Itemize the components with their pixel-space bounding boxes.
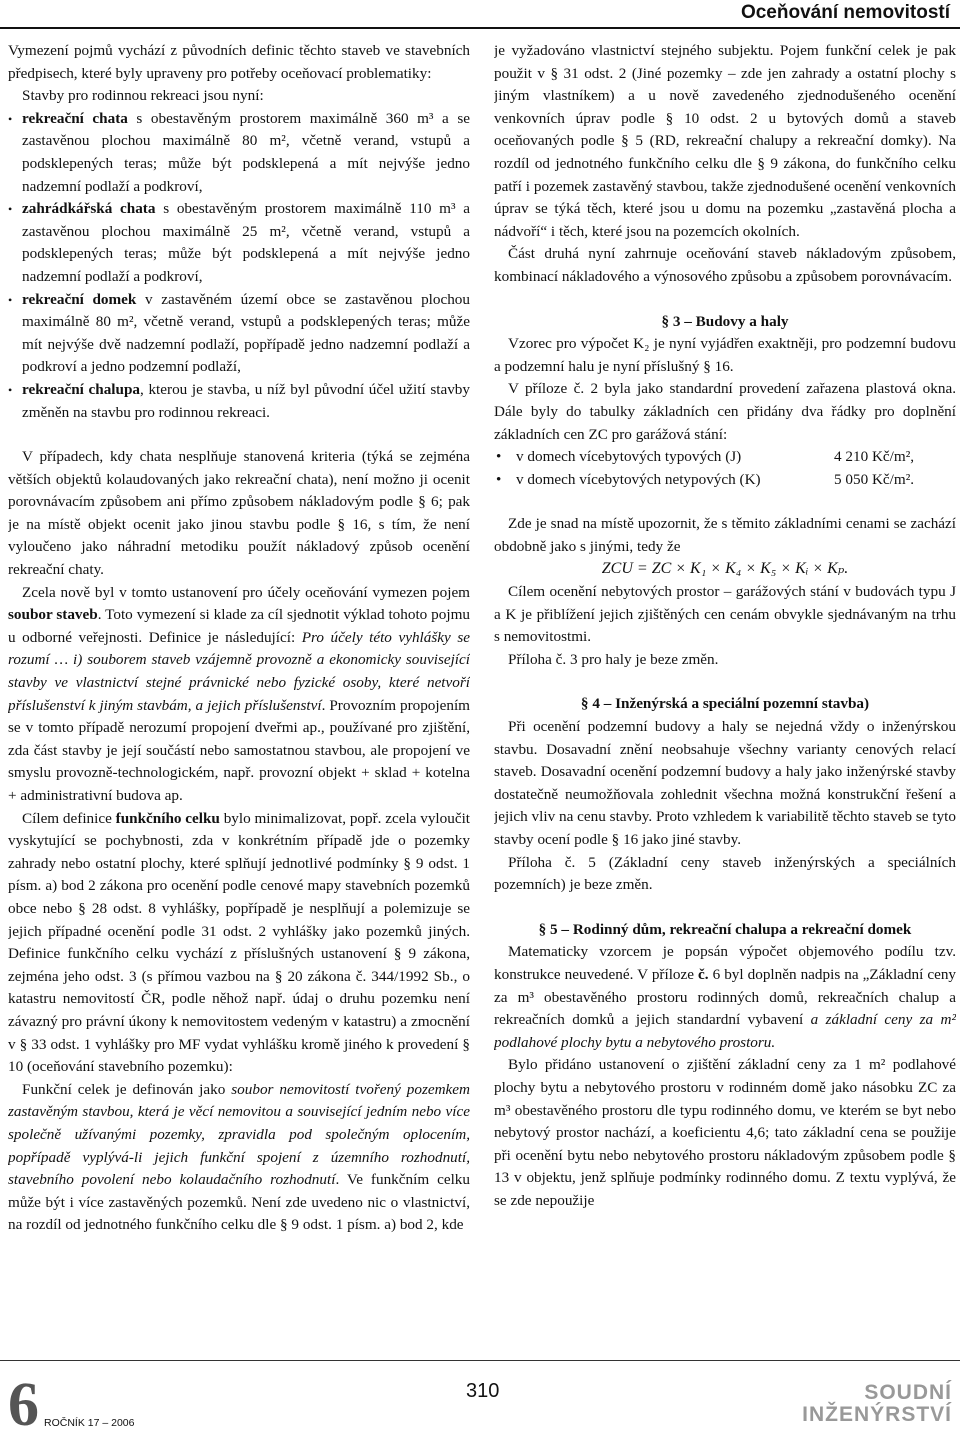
paragraph: Zde je snad na místě upozornit, že s těmito základními cenami se zachází obdobně jako s jinými, tedy že bbox=[494, 515, 956, 555]
footer-divider bbox=[0, 1360, 960, 1361]
paragraph: Příloha č. 5 (Základní ceny staveb inženýrských a speciálních pozemních) je beze změn. bbox=[494, 853, 956, 894]
cost-label: • v domech vícebytových netypových (K) bbox=[516, 470, 761, 488]
term: funkčního celku bbox=[115, 809, 220, 827]
formula: ZCU = ZC × K₁ × K₄ × K₅ × Kᵢ × Kₚ. bbox=[601, 560, 849, 578]
section-heading: § 4 – Inženýrská a speciální pozemní stavba) bbox=[580, 695, 870, 713]
cost-value: 4 210 Kč/m², bbox=[834, 448, 915, 466]
term: rekreační chata bbox=[22, 109, 128, 127]
header-divider bbox=[0, 27, 960, 29]
paragraph: Cílem ocenění nebytových prostor – garážových stání v budovách typu J a K je přiblížení jejich zjištěných cen cenám obvykle sjednávaným na trhu s nemovitostmi. bbox=[494, 583, 956, 646]
paragraph: Zcela nově byl v tomto ustanovení pro účely oceňování vymezen pojem soubor staveb. Toto vymezení si klade za cíl sjednotit výklad tohoto pojmu u odborné veřejnosti. Definice je následující: Pro účely této vyhlášky se rozumí … i) souborem staveb vzájemně provozně a ekonomicky související stavby ve vlastnictví stejné právnické nebo fyzické osoby, které netvoří příslušenství k jiným stavbám, a jejich příslušenství. Provozním propojením se v tomto případě nerozumí propojení dveřmi ap., používané pro zjištění, zda část stavby je její součástí nebo samostatnou stavbou, ale propojení ve smyslu provozně-technologickém, např. provozní objekt + sklad + kotelna + administrativní budova ap. bbox=[8, 583, 470, 804]
list-item bbox=[494, 469, 956, 492]
list-item bbox=[8, 379, 470, 424]
intro-paragraph: Vymezení pojmů vychází z původních definic těchto staveb ve stavebních předpisech, které byly upraveny pro potřeby oceňovací problematiky: bbox=[8, 42, 470, 82]
list-item bbox=[8, 108, 470, 198]
paragraph: Příloha č. 3 pro haly je beze změn. bbox=[508, 650, 719, 668]
definition: v zastavěném území obce se zastavěnou plochou maximálně 80 m², včetně verand, vstupů a podsklepených teras; může mít nejvýše dvě nadzemní podlaží, popřípadě jedno nadzemní podlaží a podkroví a jedno podzemní podlaží, bbox=[22, 290, 470, 376]
list-item bbox=[8, 198, 470, 288]
paragraph: Cílem definice funkčního celku bylo minimalizovat, popř. zcela vyloučit vyskytující se pochybnosti, zda v konkrétním případě jde o pozemky zahrady nebo ostatní plochy, které splňují jednotlivé podmínky § 9 odst. 1 písm. a) bod 2 zákona pro ocenění podle cenové mapy stavebních pozemků obce nebo § 28 odst. 8 vyhlášky, popřípadě je nesplňují a polemizuje se jejich případné ocenění podle 31 odst. 2 vyhlášky jako pozemků jiných. Definice funkčního celku vychází z příslušných ustanovení § 9 zákona, zejména jeho odst. 3 (s přímou vazbou na § 20 zákona č. 344/1992 Sb., o katastru nemovitostí ČR, podle něhož např. údaj o druhu pozemku není závazný pro právní úkony k nemovitostem vedeným v katastru) a zmocnění v § 33 odst. 1 vyhlášky pro MF vydat vyhlášku kromě jiného k provedení § 10 (oceňování stavebního pozemku): bbox=[8, 809, 470, 1076]
quoted-definition: Pro účely této vyhlášky se rozumí … i) souborem staveb vzájemně provozně a ekonomicky související stavby ve vlastnictví stejné právnické nebo fyzické osoby, které netvoří příslušenství k jiným stavbám, a jejich příslušenství bbox=[8, 628, 470, 714]
paragraph: je vyžadováno vlastnictví stejného subjektu. Pojem funkční celek je pak použit v § 31 odst. 2 (Jiné pozemky – zde jen zahrady a ostatní plochy s jiným vlastníkem) a u nově zavedeného zjednodušeného ocenění venkovních úprav podle § 10 odst. 2 u bytových domů a staveb oceňovaných podle § 5 (RD, rekreační chalupy a rekreační domky). Na rozdíl od jednotného funkčního celku dle § 9 zákona, do funkčního celku patří i pozemek zastavěný stavbou, takže zjednodušené ocenění venkovních úprav se týká těch, které jsou u domu na pozemku „zastavěná plocha a nádvoří“ i těch, které jsou na pozemcích okolních. bbox=[494, 42, 956, 240]
paragraph: Matematicky vzorcem je popsán výpočet objemového podílu tzv. konstrukce neuvedené. V příloze č. 6 byl doplněn nadpis na „Základní ceny za m³ obestavěného prostoru rodinných domů, rekreačních chalup a rekreačních domků a jejich standardní vybavení a základní ceny za m² podlahové plochy bytu a nebytového prostoru. bbox=[494, 943, 956, 1051]
paragraph: V případech, kdy chata nesplňuje stanovená kriteria (týká se zejména větších objektů kolaudovaných jako rekreační chata), není možno ji ocenit porovnávacím způsobem ani přímo způsobem nákladovým podle § 6; pak je na místě objekt ocenit jako jinou stavbu podle § 16, s tím, že není vyloučeno jako náhradní metodiku použít nákladový způsob ocenění rekreační chaty. bbox=[8, 448, 470, 579]
cost-label: • v domech vícebytových typových (J) bbox=[516, 448, 742, 466]
stavby-intro-line: Stavby pro rodinnou rekreaci jsou nyní: bbox=[22, 87, 264, 105]
building-types-list bbox=[8, 108, 470, 424]
list-item bbox=[494, 446, 956, 469]
page-footer bbox=[0, 1360, 960, 1439]
definition: s obestavěným prostorem maximálně 110 m³ a zastavěnou plochou maximálně 25 m², včetně verand, vstupů a podsklepených teras; může být podsklepená a mít nejvýše jedno nadzemní podlaží a podkroví, bbox=[22, 200, 470, 285]
cost-value: 5 050 Kč/m². bbox=[834, 470, 915, 488]
cost-list bbox=[494, 446, 956, 491]
section-title: Oceňování nemovitostí bbox=[740, 2, 950, 23]
right-column bbox=[494, 40, 956, 1330]
issue-logo-icon: 6 bbox=[8, 1371, 39, 1439]
paragraph: Bylo přidáno ustanovení o zjištění základní ceny za 1 m² podlahové plochy bytu a nebytového prostoru v rodinném domě jako násobku ZC za m³ obestavěného prostoru dle typu rodinného domu, ve kterém se byt nebo nebytový prostor nachází, a koeficientu 4,6; tato základní cena se použije při ocenění bytu nebo nebytového prostoru nákladovým způsobem podle § 13 v objektu, jenž splňuje podmínky rodinného domu. Z textu vyplývá, že se zde nepoužije bbox=[494, 1056, 956, 1209]
definition: , kterou je stavba, u níž byl původní účel užití stavby změněn na stavbu pro rodinnou rekreaci. bbox=[22, 380, 470, 421]
journal-name-line: INŽENÝRSTVÍ bbox=[802, 1403, 952, 1426]
page-number: 310 bbox=[466, 1380, 500, 1402]
definition: s obestavěným prostorem maximálně 360 m³ a se zastavěnou plochou maximálně 80 m², včetně verand, vstupů a podsklepených teras; může být podsklepená a mít nejvýše jedno nadzemní podlaží a podkroví, bbox=[22, 109, 470, 195]
quoted-definition: soubor nemovitostí tvořený pozemkem zastavěným stavbou, která je věcí nemovitou a související jedním nebo více společně užívanými pozemky, zpravidla pod společným oplocením, popřípadě vyplývá-li jejich funkční spojení z územního rozhodnutí, stavebního povolení nebo kolaudačního rozhodnutí bbox=[8, 1080, 470, 1189]
term: zahrádkářská chata bbox=[22, 200, 156, 218]
left-column bbox=[8, 40, 470, 1330]
page-header bbox=[0, 0, 960, 34]
paragraph: Vzorec pro výpočet K₂ je nyní vyjádřen exaktněji, pro podzemní budovu a podzemní halu je nyní příslušný § 16. bbox=[494, 335, 956, 375]
paragraph: V příloze č. 2 byla jako standardní provedení zařazena plastová okna. Dále byly do tabulky základních cen přidány dva řádky pro doplnění základních cen ZC pro garážová stání: bbox=[494, 380, 956, 443]
volume-label: ROČNÍK 17 – 2006 bbox=[44, 1417, 135, 1429]
term: soubor staveb bbox=[8, 606, 98, 624]
journal-name-line: SOUDNÍ bbox=[864, 1381, 952, 1404]
paragraph: Při ocenění podzemní budovy a haly se nejedná vždy o inženýrskou stavbu. Dosavadní znění neobsahuje všechny varianty cenových relací staveb. Dosavadní ocenění podzemní budovy a haly jako inženýrské stavby dostatečně neumožňovala zohlednit všechna možná konstrukční řešení a jejich vliv na cenu stavby. Proto vzhledem k variabilitě těchto staveb se tyto stavby ocení podle § 16 jako jiné stavby. bbox=[494, 718, 956, 848]
paragraph: Část druhá nyní zahrnuje oceňování staveb nákladovým způsobem, kombinací nákladového a výnosového způsobu a způsobem porovnávacím. bbox=[494, 245, 956, 285]
list-item bbox=[8, 289, 470, 379]
paragraph: Funkční celek je definován jako soubor nemovitostí tvořený pozemkem zastavěným stavbou, která je věcí nemovitou a související jedním nebo více společně užívanými pozemky, zpravidla pod společným oplocením, popřípadě vyplývá-li jejich funkční spojení z územního rozhodnutí, stavebního povolení nebo kolaudačního rozhodnutí. Ve funkčním celku může být i více zastavěných pozemků. Není zde uvedeno nic o vlastnictví, na rozdíl od jednotného funkčního celku dle § 9 odst. 1 písm. a) bod 2, kde bbox=[8, 1080, 470, 1234]
journal-logo bbox=[802, 1382, 952, 1426]
term: rekreační chalupa bbox=[22, 380, 141, 398]
term: rekreační domek bbox=[22, 290, 137, 308]
section-heading: § 3 – Budovy a haly bbox=[661, 312, 789, 330]
section-heading: § 5 – Rodinný dům, rekreační chalupa a rekreační domek bbox=[538, 920, 912, 938]
